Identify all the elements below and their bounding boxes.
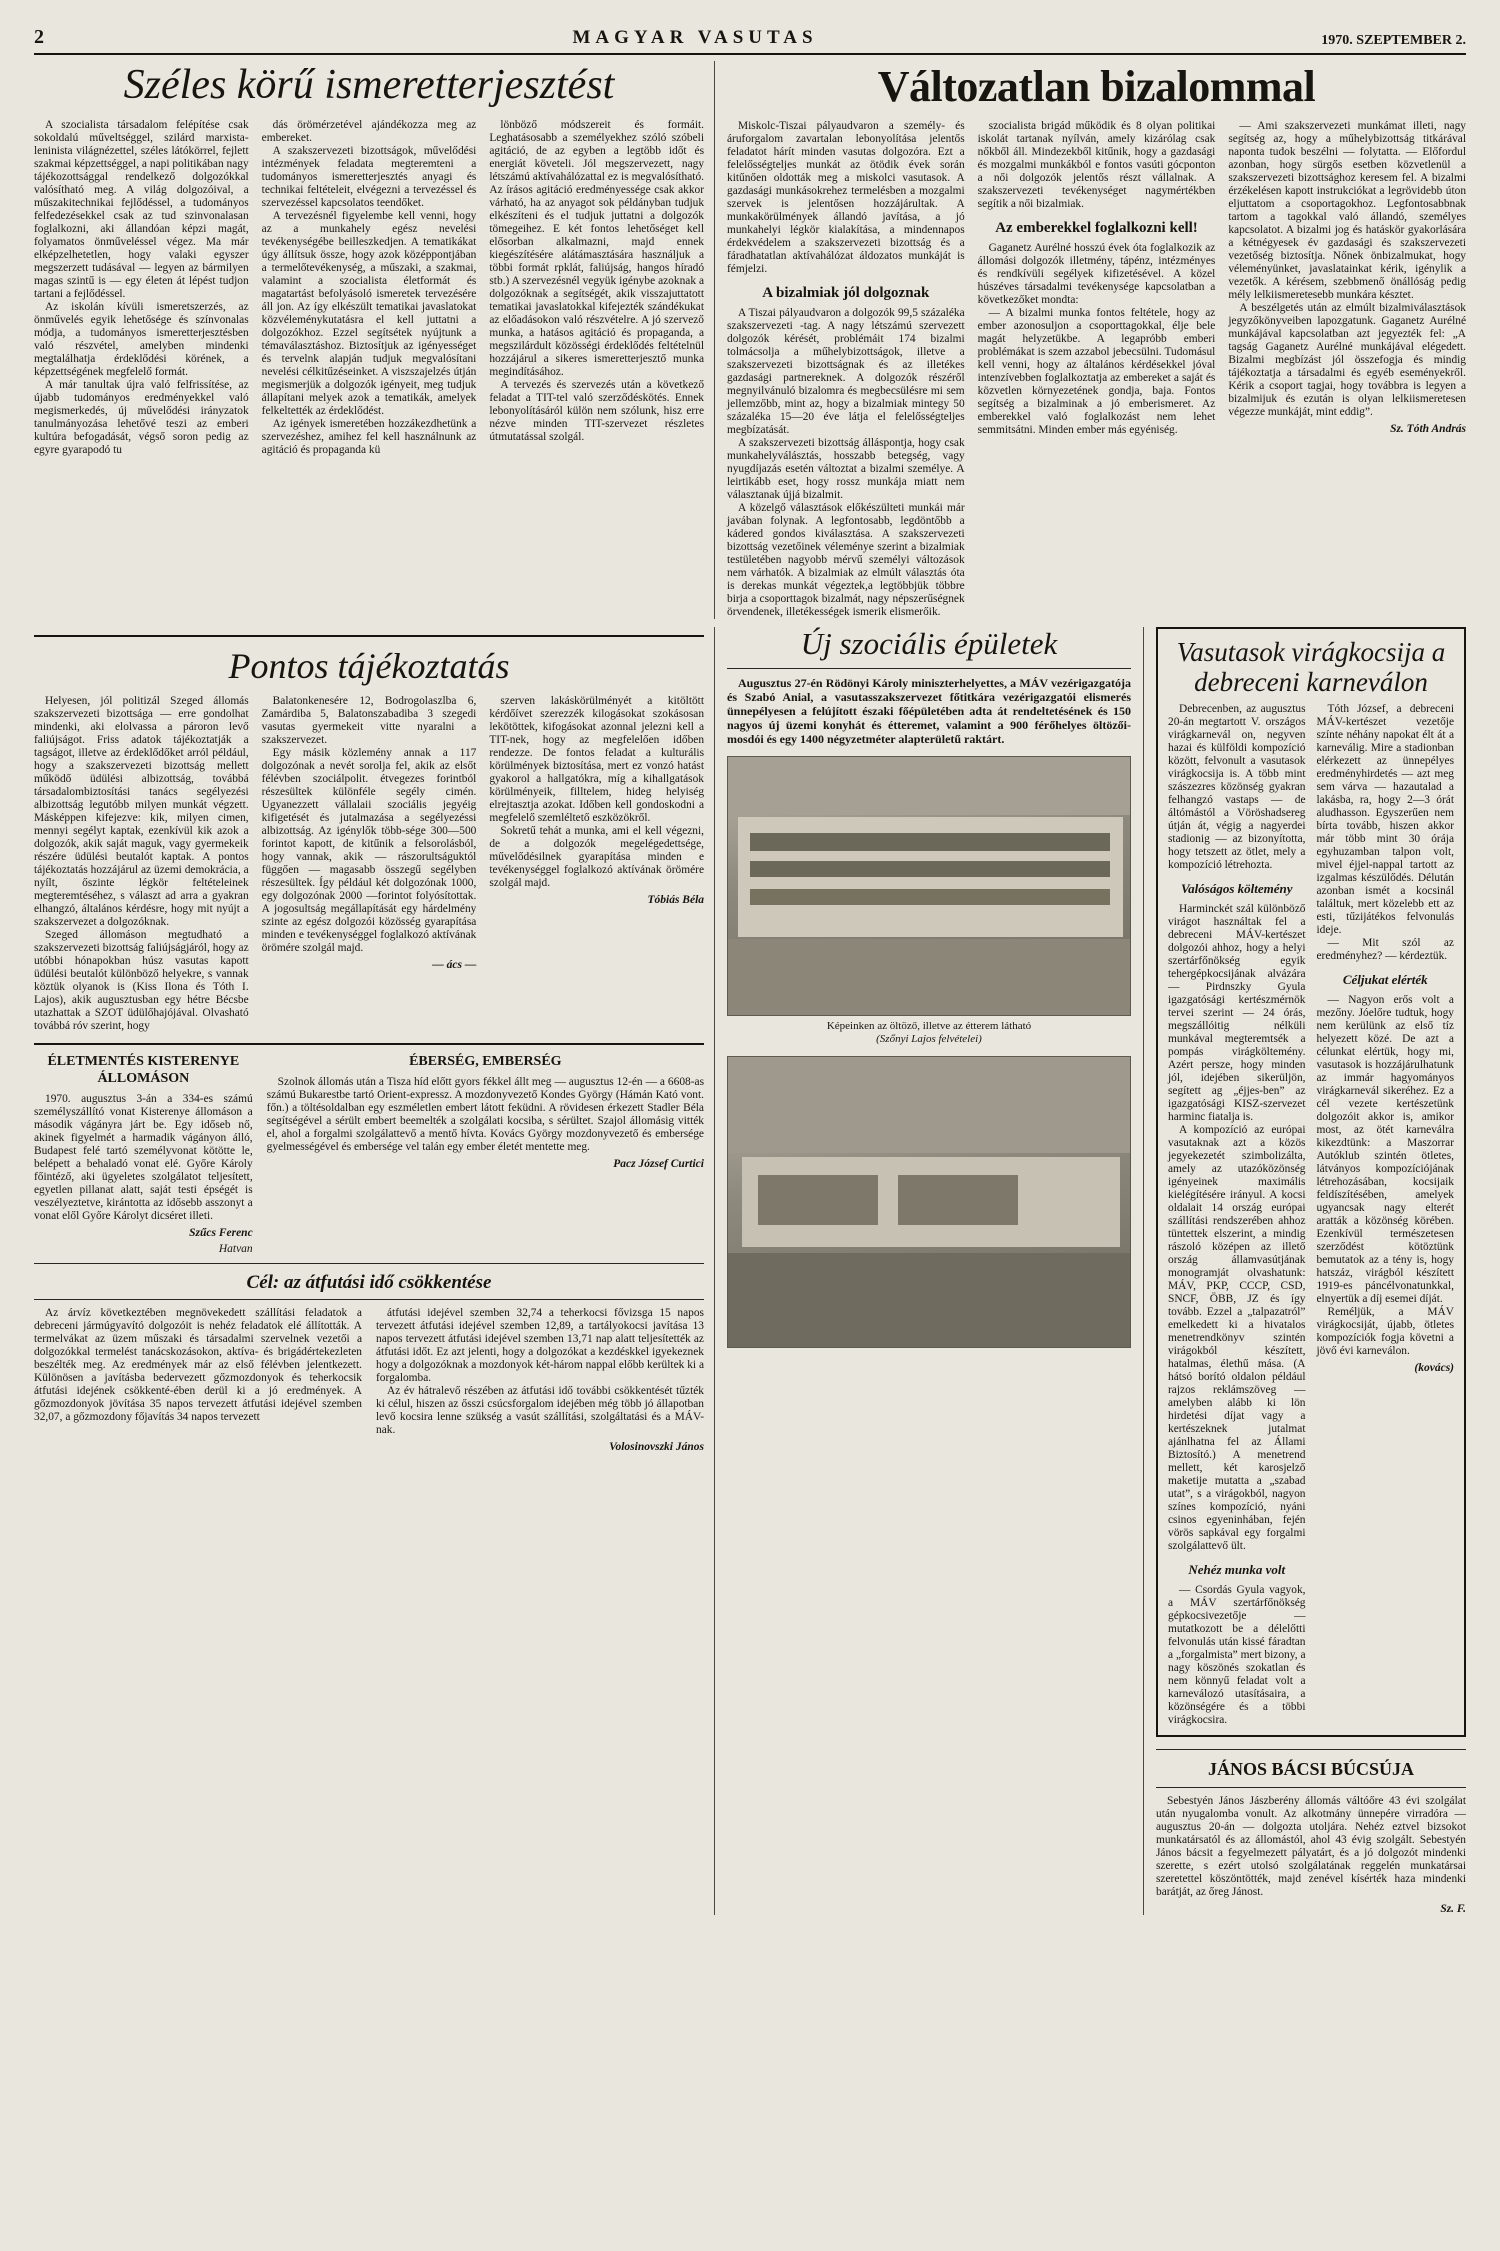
- box-eletmentes: [34, 1053, 253, 1255]
- column-3: [489, 695, 704, 1033]
- article-valtozatlan-bizalommal: [714, 61, 1466, 619]
- article-lead: Augusztus 27-én Rödönyi Károly miniszterhelyettes, a MÁV vezérigazgatója és Szabó Anial, a vasutasszakszervezet főtitkára vezérigazgatói elismerés ünnepélyesen a felújított északi főépületében adta át rendeltetésének és 150 nagyos új üzemi konyhát és étteremet, valamint a 900 férőhelyes öltözői-mosdói és egy 1400 négyzetméter alapterületű raktárt.: [727, 676, 1131, 746]
- column-2: [1317, 703, 1455, 1727]
- paragraph: lönböző módszereit és formáit. Leghatásosabb a személyekhez szóló szóbeli agitáció, de az egyben a legtöbb időt és energiát követeli. Jól megszervezett, nagy létszámú aktívahálózattal ez is megvalósítható. Az írásos agitáció eredményessége csak akkor várható, ha az anyagot sok példányban tudjuk elkészíteni és el tudjuk juttatni a dolgozók tömegeihez. E két fontos lehetőséget kell elősorban alkalmazni, majd ennek kiegészítésére alátámasztására használjuk a többi formát rpklát, faliújság, hangos híradó stb.) A szervezésnél vegyük igénybe azoknak a dolgozóknak a segítségét, akik visszajuttatott tematikai javaslatokkal kifejezték szándékukat az előadásokon való részvételre. A jó szervező munka, a hatásos agitáció és propaganda, a megszilárdult közösségi érdeklődés feltételnül hozzájárul a sikeres ismeretterjesztő munka megindításához.: [489, 119, 705, 378]
- paragraph: Sokretű tehát a munka, ami el kell végezni, de a dolgozók megelégedettsége, művelődésilnek gyarapítása minden e tevékenységgel foglalkozó aktívának örömére szolgál majd.: [489, 825, 705, 889]
- paragraph: Harminckét szál különböző virágot használtak fel a debreceni MÁV-kertészet dolgozói ahhoz, hogy a helyi szertárfőnökség egyik tehergépkocsijának alvázára — Pirdnszky Gyula igazgatósági kertészmérnök tervei szerint — 24 órás, megszállóitig nélküli munkával megteremtsék a pompás virágköltemény. Azért persze, hogy minden jól, idejében sikerüljön, segített ag „éjjes-ben” az igazgatósági KISZ-szervezet harminc fiatalja is.: [1168, 903, 1306, 1123]
- column-1: [1168, 703, 1306, 1727]
- paragraph: Balatonkenesére 12, Bodrogolaszlba 6, Zamárdiba 5, Balatonszabadiba 3 szegedi vasutas gyermekeit vitte nyaralni a szakszervezet.: [261, 695, 477, 746]
- paragraph: Miskolc-Tiszai pályaudvaron a személy- és áruforgalom zavartalan lebonyolítása jelentős feladatot hárít minden vasutas dolgozóra. Ezt a felelősségteljes munkát az ötödik évek során kitűnően oldották meg a miskolci vasutasok. A gazdasági munkásokrehez termelésben a mozgalmi szervek is jelentősen hozzájárultak. A munkakörülmények állandó javítása, a jó munkahelyi légkör kialakítása, a mindennapos érdekvédelem a szakszervezeti bizottság és a fáradhatatlan aktívahálózat áldozatos munkáját is fémjelzi.: [727, 120, 965, 275]
- paragraph: Helyesen, jól politizál Szeged állomás szakszervezeti bizottsága — erre gondolhat mindenki, aki elolvassa a pároron levő faliújságot. Friss adatok tájékoztatják a tagságot, illetve az érdeklődőket arról például, hogy a szakszervezeti bizottság mellett működő üdülési albizottság, továbbá társadalombiztosítási tanács segélyezési albizottság legutóbb milyen munkát végzett. Másképpen kifejezve: kik, milyen cimen, mennyi segélyt kaptak, ezenkívül kik azok a dolgozók, akik saját maguk, vagy gyermekeik részére üdülési beutalót kaptak. A pontos tájékoztatás hozzájárul az üzemi demokrácia, a nyílt, őszinte légkör feltételeinek megteremtéséhez, s választ ad arra a gyakran elhangzó, általános kérdésre, hogy mit nyújt a szakszervezet a dolgozóknak.: [34, 695, 249, 928]
- column-3: [489, 119, 704, 457]
- masthead: [34, 26, 1466, 55]
- photo-locker-room: [727, 756, 1131, 1016]
- paragraph: szerven lakáskörülményét a kitöltött kérdőívet szerezzék kilogásokat szokásosan lekötöttek, kifogásokat azonnal jelezni kell a TIT-nek, hogy az megfelelően időben rendezze. De fontos feladat a kulturális körülmények biztosítása, mert ez vonzó hatást gyakorol a hallgatókra, míg a kihallgatások körülményeik, filltelem, hideg helyiség elrejtasztja azokat. Időben kell gondoskodni a megfelelő szemléltető eszközökről.: [489, 695, 705, 824]
- article-uj-szocialis-epuletek: [714, 627, 1144, 1915]
- box-ebereseg: [267, 1053, 704, 1255]
- photo-dining-hall: [727, 1056, 1131, 1348]
- paragraph: Az iskolán kívüli ismeretszerzés, az önművelés egyik lehetősége és színvonalas módja, a tudományos ismeretterjesztésben való részvétel, amelyben mindenki megtalálhatja érdeklődési körének, a képzettségének megfelelő formát.: [34, 301, 249, 378]
- subheading-celjukat: Céljukat elérték: [1342, 972, 1428, 987]
- byline: Volosinovszki János: [609, 1441, 704, 1453]
- paragraph: Sebestyén János Jászberény állomás váltóőre 43 évi szolgálat után nyugalomba vonult. Az alkotmány ünnepére virradóra — augusztus 20-án — dolgozta utoljára. Nehéz eztvel bizsokot munkatársatól és az állomástól, ahol 43 évig szolgált. Sebestyén János bácsit a fegyelmezett pályatárt, és a jó dolgozót mindenki szerette, s ezért utolsó szolgálatának reggelén munkatársai szeretettel köszöntötték, majd zenével kísérték haza mindenki barátját, az őreg Jánost.: [1156, 1795, 1466, 1898]
- paragraph: A kompozíció az európai vasutaknak azt a közös jegyekezetét szimbolizálta, amely az utazóközönség igényeinek maximális kielégítésére irányul. A kocsi oldalait 14 ország európai szállítási rendszerében ahhoz tüntettek elszerint, a mindig rászoló középen az illető ország államvasútjának monogramját olvashatunk: MÁV, PKP, CCCP, CSD, SNCF, ÖBB, JZ és így tovább. Ezzel a „talpazatról” emelkedett ki a hivatalos menetrendkönyv szintén virágokból készített, hatalmas, élethű mása. (A hátsó borító oldalon például rajzos reklámszöveg — amelyben alább ki lön hirdetési díjat vagy a kertészeknek jutalmat ajánlhatna fel az Állami Biztosító.) A menetrend mellett, két karosjelző maketije mutatta a „szabad utat”, s a virágokból, nagyon színes kompozíció, nyáni csinos egyeninhában, fején vörös sapkával egy forgalmi szolgálattevő ült.: [1168, 1124, 1306, 1552]
- byline: (kovács): [1414, 1362, 1454, 1374]
- byline: Sz. F.: [1440, 1903, 1466, 1915]
- byline: Tóbiás Béla: [647, 894, 705, 906]
- column-3: [1228, 120, 1466, 619]
- paragraph: — Nagyon erős volt a mezőny. Jóelőre tudtuk, hogy nem kerülünk az első tíz helyezett közé. De azt a célunkat elértük, hogy mi, vasutasok is hozzájárulhatunk az immár hagyományos virágkarnevál sikeréhez. Ez a cél vezete kertészetünk dolgozóit akkor is, amikor most, az ötét karneválra kikezdtünk: a Maszorrar Autóklub szintén ötletes, látványos kompozíciójának létrehozásában, kocsijaik feldíszítésében, amelyek ugyancsak nagy elterét aratták a közönség körében. Ezenkívül természetesen szerződést kötöztünk bemutatok az a tény is, hogy hatszáz, virágból készített 1919-es páncélvonatunkkal, elnyertük a díj esemei díját.: [1316, 994, 1454, 1305]
- paragraph: Szolnok állomás után a Tisza híd előtt gyors fékkel állt meg — augusztus 12-én — a 6608-as számú Bukarestbe tartó Orient-expressz. A mozdonyvezető Kondes György (Hámán Kató vont. főn.) a töltésoldalban egy eszméletlen embert látott feküdni. A rövidesen érkezett Stadler Béla segítségével a sérült embert beemelték a szolgálati kocsiba, s sérültet. Szajol állomásig vitték el, ahol a forgalmi szolgálattevő a mentő hívta. Kovács György mozdonyvezető és embersége gyelmességével és embersége vel talán egy ember életét mentette meg.: [266, 1076, 704, 1153]
- paragraph: — Csordás Gyula vagyok, a MÁV szertárfőnökség gépkocsivezetője — mutatkozott be a délelőtti felvonulás után kissé fáradtan a „forgalmista” mert bizony, a nagy köszönés szokatlan és nem könnyű feladat volt a karneválozó utasításaira, a közönségére és a többi virágkocsira.: [1168, 1584, 1306, 1726]
- caption-credit: (Szőnyi Lajos felvételei): [876, 1033, 982, 1045]
- column-2: [262, 119, 477, 457]
- paragraph: szocialista brigád működik és 8 olyan politikai iskolát tartanak nyílván, amely kizárólag csak nőkből áll. Mindezekből kitűnik, hogy a gazdasági és mozgalmi munkákból e fontos vasúti gócponton a női dolgozók jelentős részt vállalnak. A szakszervezeti tevékenységet nagymértékben segítik a női bizalmiak.: [977, 120, 1216, 210]
- paragraph: Egy másik közlemény annak a 117 dolgozónak a nevét sorolja fel, akik az elsőt félévben szociálpolit. étvegezes forintból részesültek különféle segély cimén. Ugyanezzett vállalaii szociális jegyéig kifigetését és jutalmazása a segélyezéssi albizottság. Az igénylők több-sége 300—500 forintot kapott, de kitűnik a felsorolásból, hogy vannak, akik — rászorultságuktól függően — magasabb összegű segélyben részesültek. Így például két dolgozónak 1000, egy dolgozónak 2000 —forintot folyósítottak. A jogosultság megállapítását egy hárdelmény szinte az egész dolgozói közösség gyarapítása minden e tevékenységgel foglalkozó aktívának örömére szolgál majd.: [261, 747, 477, 954]
- paragraph: Debrecenben, az augusztus 20-án megtartott V. országos virágkarnevál on, negyven hazai és külföldi kompozíció között, felvonult a vasutasok virágkocsija is. A több mint szászezres közönség gyakran felhangzó vastaps — de áltómástól a Vöröshadsereg útján át, végig a nagyerdei stadionig — az bizonyította, hogy tetszett az ötlet, mely a kompozíció létrehozta.: [1168, 703, 1306, 871]
- article-szeles-koru: [34, 61, 714, 619]
- paragraph: A szakszervezeti bizottság álláspontja, hogy csak munkahelyválásztás, hosszabb betegség, vagy nyugdíjazás esetén változtat a bizalmi személye. A leirtikább eset, hogy rossz munkája miatt nem választanak újjá bizalmit.: [727, 437, 965, 501]
- page-number: 2: [34, 26, 44, 48]
- subheading-koltemeny: Valóságos költemény: [1180, 881, 1293, 896]
- column-1: [34, 119, 249, 457]
- subheading-emberekkel: Az emberekkel foglalkozni kell!: [995, 220, 1198, 236]
- paragraph: A szakszervezeti bizottságok, művelődési intézmények feladata megteremteni a tudományos ismeretterjesztés anyagi és technikai feltételeit, elvégezni a tervezéssel és szervezéssel kapcsolatos teendőket.: [261, 145, 477, 209]
- article-headline-szocialis: Új szociális épületek: [800, 626, 1058, 661]
- article-headline-viragkocsi: Vasutasok virágkocsija a debreceni karneválon: [1176, 637, 1446, 697]
- paragraph: — Mit szól az eredményhez? — kérdeztük.: [1316, 937, 1454, 962]
- photo-caption: [727, 1020, 1131, 1046]
- paragraph: Reméljük, a MÁV virágkocsiját, újabb, ötletes kompozíciók fogja követni a jövő évi karneválon.: [1316, 1306, 1454, 1357]
- paragraph: — A bizalmi munka fontos feltétele, hogy az ember azonosuljon a csoporttagokkal, élje bele magát helyzetükbe. A legapróbb emberi problémákat is szem azzabol jebecsülni. Tudomásul kell venni, hogy az általános kérdésekkel jóval intenzívebben foglalkoztatja az embereket a saját és közvetlen környezetének gondja, baja. Fontos segítség a bizalminak a jó emberismeret. Az emberekkel való foglalkozást nem lehet semmitsátni. Minden ember más egyéniség.: [977, 307, 1216, 436]
- byline: Szűcs Ferenc: [189, 1227, 253, 1239]
- article-headline-pontos: Pontos tájékoztatás: [228, 646, 510, 686]
- article-headline-cel: Cél: az átfutási idő csökkentése: [246, 1272, 492, 1293]
- box-title: ÉBERSÉG, EMBERSÉG: [409, 1054, 562, 1069]
- paragraph: Az árvíz következtében megnövekedett szállítási feladatok a debreceni jármúgyavító dolgozóit is nehéz feladatok elé állították. A termelvákat az üzem műszaki és társadalmi szervelnek vezetői a dolgozókkal termelést tanácskozásokon, aktíva- és brigádértekezleten beszélték meg. Az eredmények már az első félévben jelentkezett. Különösen a javításba bedervezett gőzmozdonyok és teherkocsik átfutási idejének csökkenté-ében derül ki a jó eredmények. A gőzmozdonyok jövítása 35 napos tervezett átfutási idejével szemben 32,07, a gőzmozdony főjavítás 34 napos tervezett: [34, 1307, 362, 1423]
- paragraph: Az igények ismeretében hozzákezdhetünk a szervezéshez, amihez fel kell használnunk az agitáció és propaganda kü: [261, 418, 477, 456]
- paragraph: dás örömérzetével ajándékozza meg az embereket.: [261, 119, 477, 144]
- article-headline-janos: JÁNOS BÁCSI BÚCSÚJA: [1207, 1759, 1415, 1779]
- column-2: [978, 120, 1216, 619]
- paragraph: átfutási idejével szemben 32,74 a teherkocsi fővizsga 15 napos tervezett átfutási idejével szemben 12,89, a tartályokocsi javítása 13 napos tervezett átfutási idejével szemben 13,71 nap alatt teljesítették az átfutási időt. Ez azt jelenti, hogy a dolgozókat a kezdéskkel igyekeznek hogy a dolgozóknak a mozdonyok két-három nappal előbb kerültek ki a forgalomba.: [376, 1307, 704, 1384]
- issue-date: 1970. SZEPTEMBER 2.: [1321, 33, 1466, 48]
- box-title: ÉLETMENTÉS KISTERENYE ÁLLOMÁSON: [47, 1054, 240, 1086]
- subheading-nehez-munka: Nehéz munka volt: [1188, 1562, 1286, 1577]
- paragraph: A Tiszai pályaudvaron a dolgozók 99,5 százaléka szakszervezeti -tag. A nagy létszámú szervezett dolgozók kérését, problémáit 174 bizalmi tolmácsolja a műhelybizottságok, illetve a szakszervezeti bizottságnak és az illetékes gazdasági partnereknek. A dolgozók részéről megnyilvánuló bizalomra és megbecsülésre mi sem jellemzőbb, mint az, hogy a bizalmiak mintegy 50 százaléka 15—20 éve látja el felelősségteljes megbízatását.: [727, 307, 965, 436]
- paragraph: Gaganetz Aurélné hosszú évek óta foglalkozik az állomási dolgozók illetmény, tápénz, intézményes és rendkívüli segélyek kifizetésével. A közel húszéves társadalmi tevékenysége kapcsolatban a következőket mondta:: [977, 242, 1216, 306]
- paragraph: A tervezésnél figyelembe kell venni, hogy az a munkahely egész nevelési tevékenységébe beilleszkedjen. A tematikákat úgy állítsuk össze, hogy azok középpontjában a termelőtevékenység, a műszaki, a szakmai, valamint a szocialista életformát és magatartást befolyásoló ismeretek tervezésére áll jon. Az így elkészült tematikai javaslatokat közvéleménykutatásra el kell juttatni a dolgozókhoz. Ezzel segítsétek nyújtunk a témaválasztáshoz. Biztosítjuk az igényességet és tervelnk alapján tudjuk megvalósítani nevelési célkitűzéseinket. A viszszajelzés útján megismerjük a dolgozók igényeit, meg tudjuk állapítani melyek azok a tematikák, amelyek felkeltették az érdeklődést.: [261, 210, 477, 417]
- top-section: [34, 61, 1466, 619]
- paragraph: Tóth József, a debreceni MÁV-kertészet vezetője színte néhány napokat élt át a karneválig. Mire a stadionban elérkezett az ünnepélyes eredményhirdetés — azt meg sem várva — hazautalad a lakásba, ra, hogy 2—3 órát aludhasson. Egyszerűen nem bírta tovább, hiszen akkor már több mint 30 órája egyhuzamban talpon volt, mivel éjjel-nappal tartott az izgalmas készülődés. Délután azonban ismét a kocsinál találtuk, mert közelebb ett az esti, tűzijátékos felvonulás ideje.: [1316, 703, 1454, 936]
- subheading-bizalmiak: A bizalmiak jól dolgoznak: [762, 285, 930, 301]
- paragraph: A tervezés és szervezés után a következő feladat a TIT-tel való szerződéskötés. Ennek lebonyolításáról külön nem szólunk, hisz erre nézve minden TIT-szervezet részletes útmutatással szolgál.: [489, 379, 705, 443]
- article-signature: Sz. Tóth András: [1390, 423, 1467, 435]
- paragraph: 1970. augusztus 3-án a 334-es számú személyszállító vonat Kisterenye állomáson a második vágányra járt be. Egy időseb nő, akinek figyelmét a harmadik vágányon álló, Budapest felé tartó személyvonat kötötte le, belépett a behaladó vonat elé. Győre Károly főintéző, aki ügyeletes szolgálatot teljesített, egyetlen pillanat alatt, saját testi épségét is veszélyeztetve, kirántotta az idősebb asszonyt a vonat elől Győre Károlyt dicséret illeti.: [34, 1093, 253, 1222]
- column-1: [34, 1307, 362, 1453]
- byline: — ács —: [432, 959, 477, 971]
- page-title: Széles körű ismeretterjesztést: [123, 62, 615, 108]
- paragraph: Szeged állomáson megtudható a szakszervezeti bizottság faliújságjáról, hogy az utóbbi hónapokban húsz vasutas kapott üdülési beutalót különböző helyekre, s vannak köztük olyanok is (Kiss Ilona és Tóth I. Lajos), akik augusztusban egy hétre Bécsbe utazhattak a SZOT üdülőhajójával. Olvasható továbbá róv szerint, hogy: [34, 929, 249, 1032]
- right-column: [1144, 627, 1466, 1915]
- caption-text: Képeinken az öltöző, illetve az étterem látható: [826, 1020, 1032, 1032]
- paper-name: MAGYAR VASUTAS: [572, 27, 818, 48]
- paragraph: A beszélgetés után az elmúlt bizalmiválasztások jegyzőkönyveiben lapozgatunk. Gaganetz Aurélné munkájával kapcsolatban azt jegyezték fel: „A tagság Gaganetz Aurélné munkájával elégedett. Bizalmi megbízást jól összefogja és mindig tájékoztatja a társadalmi és egyéb eseményekről. Kérik a csoport tagjai, hogy továbbra is legyen a bizalmijuk és ezután is olyan lelkiismeretesen végezze munkáját, mint eddig”.: [1228, 302, 1467, 418]
- column-2: [262, 695, 477, 1033]
- byline: Pacz József Curtici: [613, 1158, 704, 1170]
- column-1: [34, 695, 249, 1033]
- paragraph: A közelgő választások előkészülteti munkái már javában folynak. A legfontosabb, legdöntőbb a kádered gondos kiválasztása. A szakszervezeti bizottság vezetőinek véleménye szerint a bizalmiak testületében nagyobb mérvű személyi változások nem várhatók. A bizalmiak az elmúlt választás óta is derekas munkát végeztek,a legtöbbjük többre birja a csoporttagok bizalmát, nagy népszerűségnek örvendenek, illetékességek ismerik elismerőik.: [727, 502, 965, 618]
- paragraph: Az év hátralevő részében az átfutási idő további csökkentését tűzték ki célul, hiszen az ősszi csúcsforgalom idejében még több jó állapotban levő kocsira lenne szükség a vasút szállítási, szolgáltatási és a MÁV-nak.: [376, 1385, 704, 1436]
- column-2: [376, 1307, 704, 1453]
- paragraph: — Ami szakszervezeti munkámat illeti, nagy segítség az, hogy a műhelybizottság titkárával naponta tudok beszélni — folytatta. — Előfordul azonban, hogy sürgős esetben közvetlenül a szakszervezeti bizottsághoz keresem fel. A bizalmi érzékelésen kapott instrukciókat a legrövidebb úton eljuttatom a csoportagokhoz. Legfontosabbnak tartom a tagokkal való állandó, személyes kapcsolatot. A bizalmi jog és hatáskör gyakorlására a kétnégyesek év gazdasági és szakszervezeti vezetőség biztosítja. Nőnek önbizalmukat, hogy véleményünket, javaslatainkat kérik, igénylik a vezetők. A kérésem, szebbmenő önállóság pedig mély lelkiismeretesebb munkára késztet.: [1228, 120, 1467, 301]
- byline-location: Hatvan: [218, 1243, 253, 1255]
- column-1: [727, 120, 965, 619]
- article-viragkocsi: [1156, 627, 1466, 1737]
- paragraph: A már tanultak újra való felfrissítése, az újabb tudományos eredményekkel való megismerkedés, új művelődési irányzatok tanulmányozása lehetővé teszi az emberi kultúra befogadását, végső soron pedig az egyre gyarapodó tu: [34, 379, 249, 456]
- paragraph: A szocialista társadalom felépítése csak sokoldalú műveltséggel, szilárd marxista-leninista világnézettel, széles látókörrel, fejlett szakmai képzettséggel, a napi politikában nagy tájékozottsággal rendelkező dolgozókkal valósítható meg. A világ dolgozóival, a műszakitechnikai fejlődéssel, a tudományos felfedezésekkel csak az tud szinvonalasan foglalkozni, aki állandóan képzi magát, folyamatos önműveléssel végez. Ma már elképzelhetetlen, hogy valaki egyszer megszerzett tudásával — legyen az bármilyen magas szintű is — egy életen át lépést tudjon tartani a fejlődéssel.: [34, 119, 249, 300]
- article-headline: Változatlan bizalommal: [877, 62, 1316, 111]
